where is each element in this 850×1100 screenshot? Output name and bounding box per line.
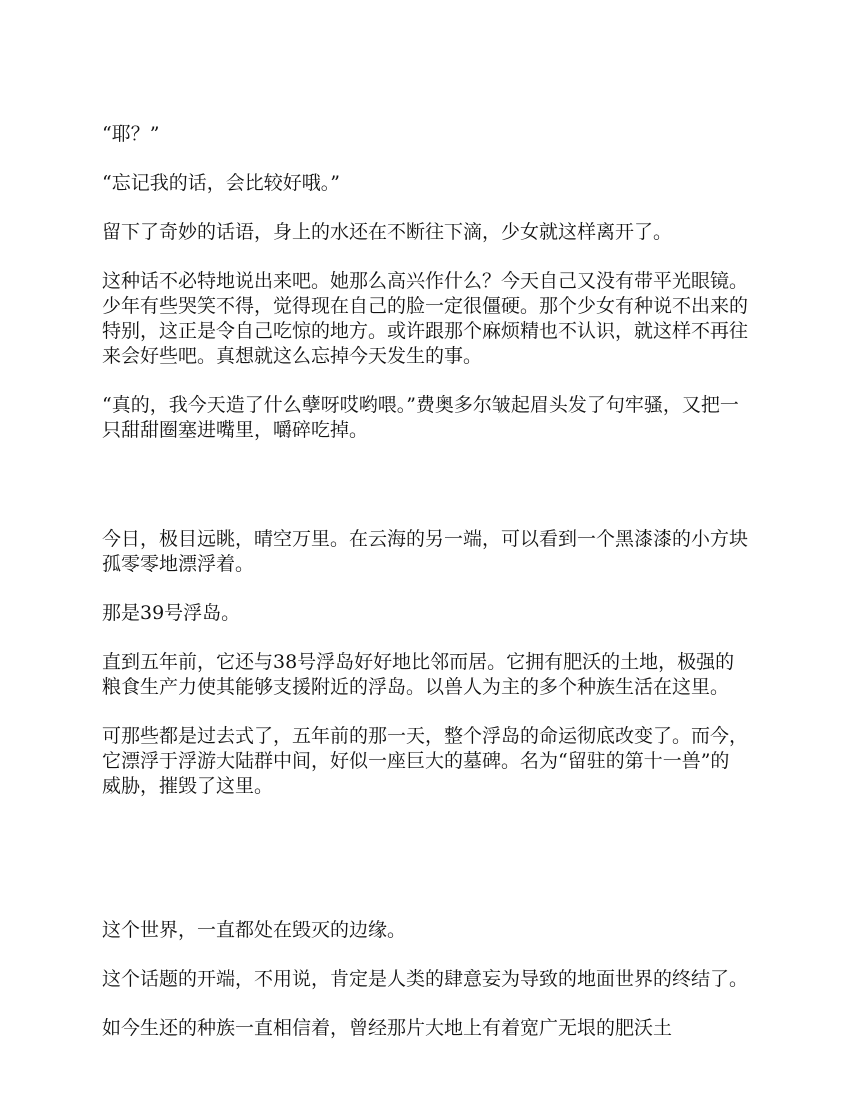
paragraph-8: 直到五年前，它还与38号浮岛好好地比邻而居。它拥有肥沃的土地，极强的粮食生产力使其能够支援附近的浮岛。以兽人为主的多个种族生活在这里。	[102, 651, 735, 698]
section-break	[102, 823, 748, 918]
paragraph-1: “耶？”	[102, 123, 160, 145]
paragraph-5: “真的，我今天造了什么孽呀哎哟喂。”费奥多尔皱起眉头发了句牢骚，又把一只甜甜圈塞进嘴里，嚼碎吃掉。	[102, 394, 739, 441]
paragraph-12: 如今生还的种族一直相信着，曾经那片大地上有着宽广无垠的肥沃土	[102, 1017, 673, 1039]
section-break	[102, 467, 748, 527]
paragraph-6: 今日，极目远眺，晴空万里。在云海的另一端，可以看到一个黑漆漆的小方块孤零零地漂浮着。	[102, 528, 749, 575]
paragraph-9: 可那些都是过去式了，五年前的那一天，整个浮岛的命运彻底改变了。而今，它漂浮于浮游大陆群中间，好似一座巨大的墓碑。名为“留驻的第十一兽”的威胁，摧毁了这里。	[102, 725, 749, 797]
paragraph-3: 留下了奇妙的话语，身上的水还在不断往下滴，少女就这样离开了。	[102, 221, 673, 243]
paragraph-11: 这个话题的开端，不用说，肯定是人类的肆意妄为导致的地面世界的终结了。	[102, 968, 749, 990]
paragraph-7: 那是39号浮岛。	[102, 602, 241, 624]
paragraph-10: 这个世界，一直都处在毁灭的边缘。	[102, 919, 407, 941]
paragraph-2: “忘记我的话，会比较好哦。”	[102, 172, 340, 194]
document-body	[102, 122, 748, 1065]
paragraph-4: 这种话不必特地说出来吧。她那么高兴作什么？今天自己又没有带平光眼镜。少年有些哭笑不得，觉得现在自己的脸一定很僵硬。那个少女有种说不出来的特别，这正是令自己吃惊的地方。或许跟那个麻烦精也不认识，就这样不再往来会好些吧。真想就这么忘掉今天发生的事。	[102, 270, 749, 367]
